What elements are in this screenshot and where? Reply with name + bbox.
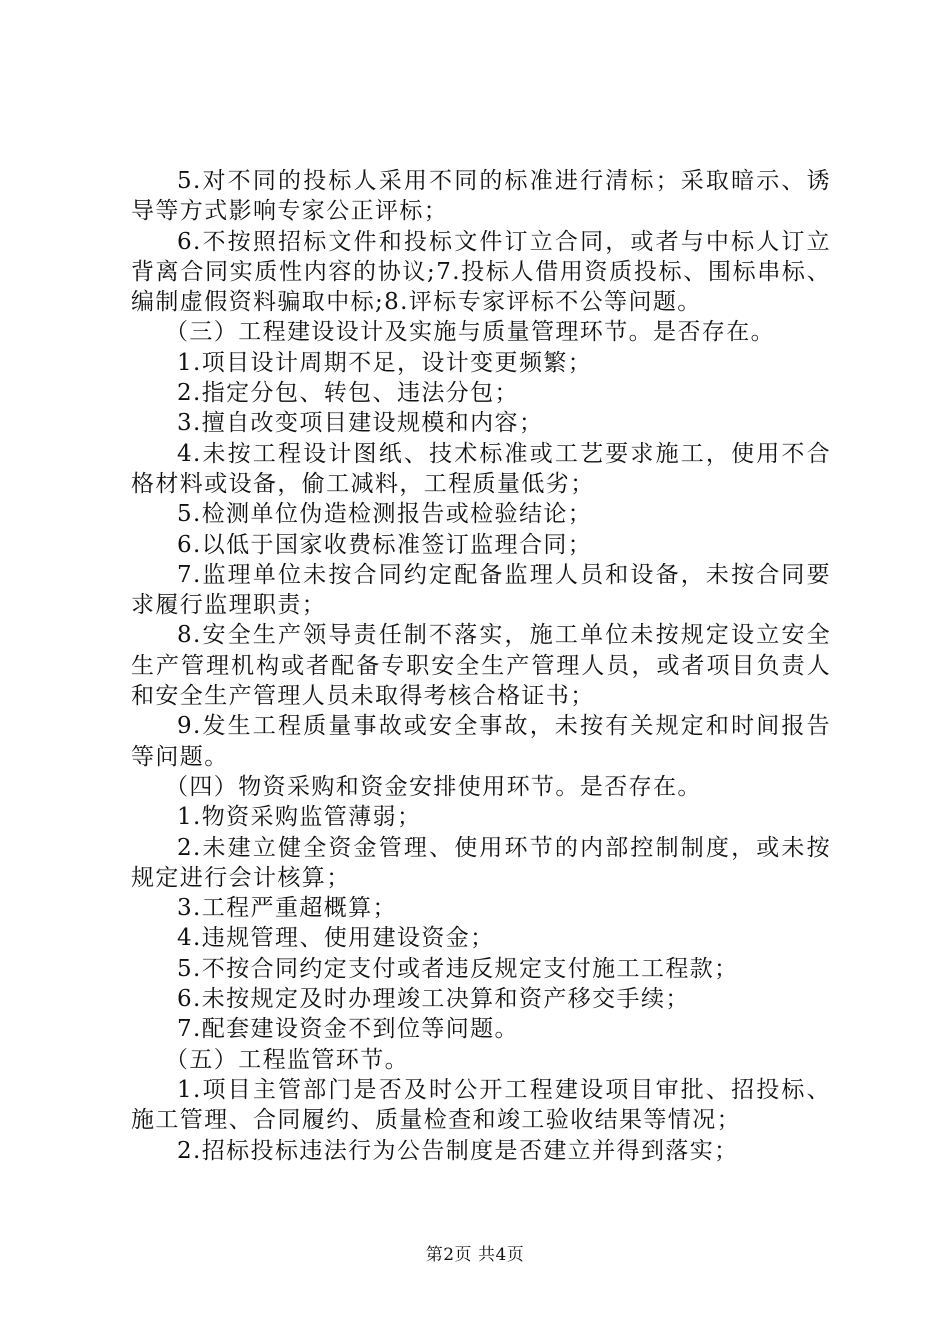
list-item: 4.违规管理、使用建设资金； [177,925,495,952]
list-item: 6.以低于国家收费标准签订监理合同； [177,531,593,558]
list-item: 2.招标投标违法行为公告制度是否建立并得到落实； [177,1137,739,1164]
list-item: 2.未建立健全资金管理、使用环节的内部控制制度，或未按规定进行会计核算； [131,834,831,891]
list-item: 6.不按照招标文件和投标文件订立合同，或者与中标人订立背离合同实质性内容的协议;7.投标人借用资质投标、围标串标、编制虚假资料骗取中标;8.评标专家评标不公等问题。 [131,228,831,316]
document-body [131,166,831,1166]
list-item: 5.对不同的投标人采用不同的标准进行清标；采取暗示、诱导等方式影响专家公正评标； [131,168,831,225]
list-item: 4.未按工程设计图纸、技术标准或工艺要求施工，使用不合格材料或设备，偷工减料，工程质量低劣； [131,440,831,497]
list-item: 3.工程严重超概算； [177,895,397,922]
list-item: 1.项目设计周期不足，设计变更频繁； [177,349,593,376]
list-item: 8.安全生产领导责任制不落实，施工单位未按规定设立安全生产管理机构或者配备专职安全生产管理人员，或者项目负责人和安全生产管理人员未取得考核合格证书； [131,622,831,710]
list-item: 5.检测单位伪造检测报告或检验结论； [177,501,593,528]
list-item: 1.物资采购监管薄弱； [177,804,422,831]
list-item: 1.项目主管部门是否及时公开工程建设项目审批、招投标、施工管理、合同履约、质量检查和竣工验收结果等情况； [131,1076,831,1134]
list-item: 2.指定分包、转包、违法分包； [177,380,519,407]
list-item: 3.擅自改变项目建设规模和内容； [177,410,544,437]
section-heading: （四）物资采购和资金安排使用环节。是否存在。 [165,773,702,800]
list-item: 9.发生工程质量事故或安全事故，未按有关规定和时间报告等问题。 [131,713,831,770]
list-item: 5.不按合同约定支付或者违反规定支付施工工程款； [177,955,739,982]
list-item: 7.配套建设资金不到位等问题。 [177,1016,519,1043]
list-item: 7.监理单位未按合同约定配备监理人员和设备，未按合同要求履行监理职责； [131,561,831,619]
section-heading: （三）工程建设设计及实施与质量管理环节。是否存在。 [165,319,775,346]
list-item: 6.未按规定及时办理竣工决算和资产移交手续； [177,986,690,1013]
section-heading: （五）工程监管环节。 [165,1046,409,1073]
page-footer: 第2页 共4页 [425,1245,525,1265]
